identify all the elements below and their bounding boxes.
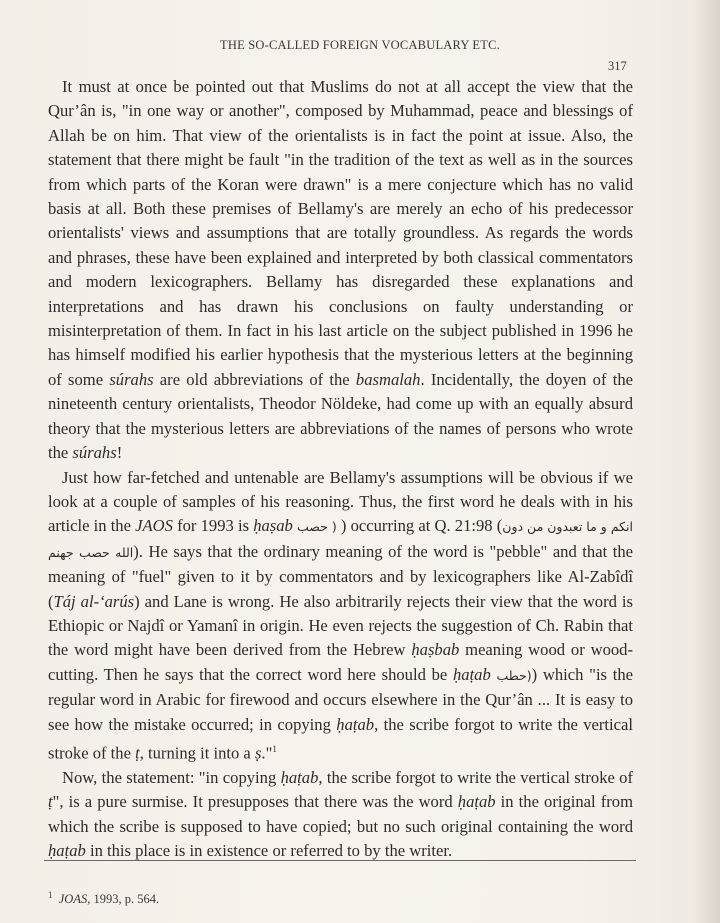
p1-term-surahs-2: súrahs [72, 443, 117, 463]
footnote-mark: 1 [48, 890, 53, 900]
p2-text-g: ) which "is the regular word in Arabic for firewood and occurs elsewhere in the Qur’ân ... It is easy to see how the mistake occurred; in copying [48, 664, 634, 734]
p2-book-title: Táj al-‘arús [53, 591, 135, 611]
p3-text-b: , the scribe forgot to write the vertical stroke of [318, 767, 634, 787]
p3-word-hatab-2: ḥaṭab [457, 792, 496, 812]
p3-text-e: in this place is in existence or referred to by the writer. [85, 841, 453, 861]
p2-journal: JAOS [135, 516, 173, 536]
p2-word-hatab: ḥaṭab [452, 664, 491, 684]
p1-text-d: ! [116, 443, 123, 463]
footnote-reference: 1 [272, 743, 277, 754]
p1-text-c: . Incidentally, the doyen of the nineteenth century orientalists, Theodor Nöldeke, had come up with an equally absurd theory that the mysterious letters are abbreviations of the names of persons who wrote the [48, 369, 633, 463]
p2-letter-t: ṭ [135, 743, 140, 763]
p2-text-f: meaning wood or wood-cutting. Then he says that the correct word here should be [48, 640, 633, 684]
p2-text-a: Just how far-fetched and untenable are Bellamy's assumptions will be obvious if we look at a couple of samples of his reasoning. Thus, the first word he deals with in his article in the [48, 467, 633, 536]
p1-term-surahs: súrahs [109, 369, 154, 389]
p2-text-j: ." [261, 743, 273, 763]
p3-word-hatab-3: ḥaṭab [48, 841, 86, 861]
footnote [48, 890, 159, 907]
p2-word-hasab: ḥaṣab [253, 516, 293, 536]
p2-text-d: ). He says that the ordinary meaning of the word is "pebble" and that the meaning of "fuel" given to it by commentators and by lexicographers like Al-Zabîdî ( [48, 541, 633, 611]
paragraph-1 [48, 75, 633, 466]
p2-arabic-hasab: ( حصب [297, 519, 337, 535]
page-edge-shadow [696, 0, 720, 923]
footnote-rule [44, 860, 636, 861]
p2-word-hatab-2: ḥaṭab [336, 714, 375, 734]
p2-arabic-verse: انكم و ما تعبدون من دون الله حصب جهنم [48, 519, 633, 560]
p2-text-e: ) and Lane is wrong. He also arbitrarily rejects their view that the word is Ethiopic or Najdî or Yamanî in origin. He even rejects the suggestion of Ch. Rabin that the word might have been derived from the Hebrew [48, 591, 633, 660]
p3-text-a: Now, the statement: "in copying [62, 767, 281, 787]
paragraph-3 [48, 766, 633, 864]
p2-text-h: , the scribe forgot to write the vertical stroke of the [48, 714, 633, 763]
p1-term-basmalah: basmalah [355, 369, 421, 389]
p2-text-b: for 1993 is [172, 516, 254, 536]
p3-word-hatab: ḥaṭab [280, 767, 319, 787]
p3-text-c: ", is a pure surmise. It presupposes that there was the word [52, 792, 458, 812]
p3-letter-t: ṭ [48, 792, 53, 812]
body-text [48, 75, 633, 864]
p2-arabic-hatab: (حطب [496, 667, 532, 683]
paragraph-2 [48, 466, 633, 766]
p2-word-hasbab: ḥaṣbab [411, 640, 460, 660]
footnote-journal: JOAS [58, 892, 88, 907]
footnote-text: , 1993, p. 564. [87, 892, 160, 907]
p3-text-d: in the original from which the scribe is supposed to have copied; but no such original containing the word [48, 792, 633, 836]
p1-text-b: are old abbreviations of the [153, 369, 356, 389]
p1-text-a: It must at once be pointed out that Muslims do not at all accept the view that the Qur’ân is, "in one way or another", composed by Muhammad, peace and blessings of Allah be on him. That view of the orientalists is in fact the point at issue. Also, the statement that there might be fault "in the tradition of the text as well as in the sources from which parts of the Koran were drawn" is a mere conjecture which has no valid basis at all. Both these premises of Bellamy's are merely an echo of his predecessor orientalists' views and assumptions that are totally groundless. As regards the words and phrases, these have been explained and interpreted by both classical commentators and modern lexicographers. Bellamy has disregarded these explanations and interpretations and has drawn his conclusions on faulty understanding or misinterpretation of them. In fact in his last article on the subject published in 1996 he has himself modified his earlier hypothesis that the mysterious letters at the beginning of some [48, 77, 633, 389]
page-number: 317 [608, 59, 627, 73]
p2-letter-s: ṣ [254, 743, 262, 763]
p2-text-c: ) occurring at Q. 21:98 ( [336, 516, 503, 536]
p2-text-i: , turning it into a [139, 743, 255, 763]
running-head: THE SO-CALLED FOREIGN VOCABULARY ETC. [220, 38, 500, 52]
